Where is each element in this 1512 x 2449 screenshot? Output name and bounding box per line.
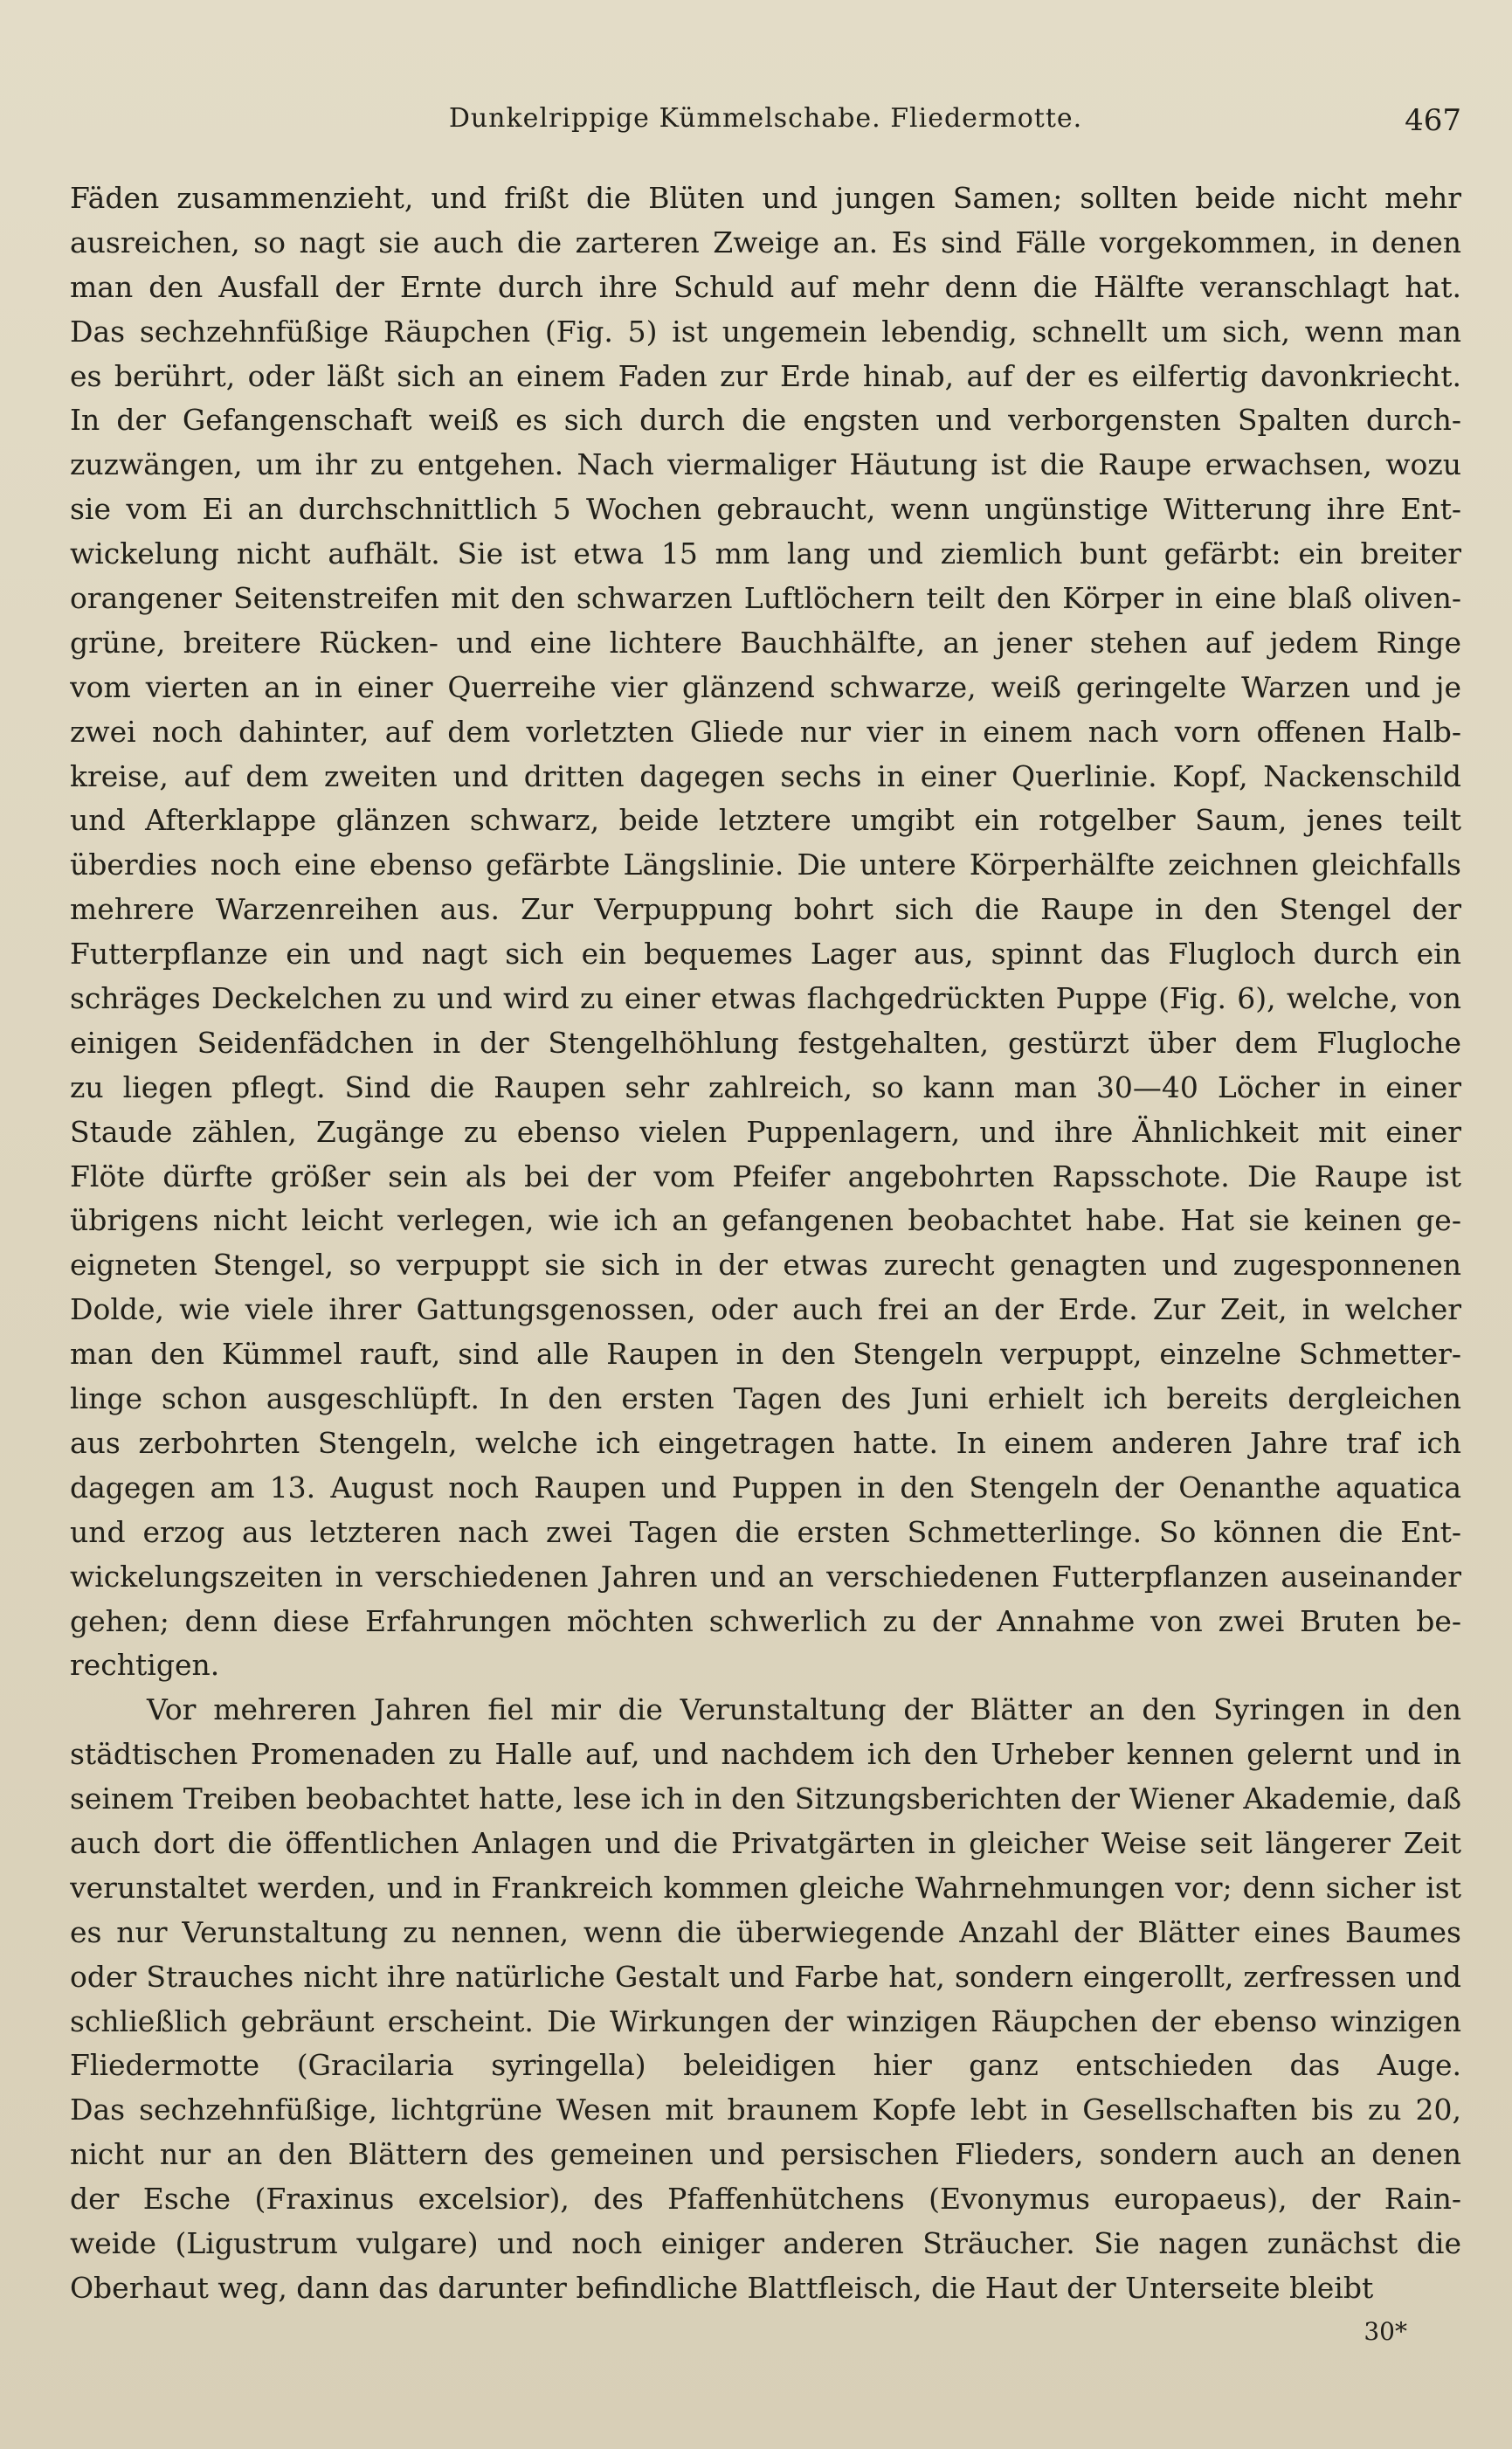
text-line: es berührt, oder läßt sich an einem Faden zur Erde hinab, auf der es eilfertig davonkriecht. [70,358,1461,393]
text-line: Flöte dürfte größer sein als bei der vom Pfeifer angebohrten Rapsschote. Die Raupe ist [70,1159,1461,1193]
text-line: schließlich gebräunt erscheint. Die Wirkungen der winzigen Räupchen der ebenso winzigen [70,2003,1461,2038]
text-line: Vor mehreren Jahren fiel mir die Verunstaltung der Blätter an den Syringen in den [147,1692,1461,1727]
paragraph [70,176,1461,1688]
text-line: rechtigen. [70,1648,220,1683]
text-line: Staude zählen, Zugänge zu ebenso vielen Puppenlagern, und ihre Ähnlichkeit mit einer [70,1114,1461,1149]
text-line: überdies noch eine ebenso gefärbte Längslinie. Die untere Körperhälfte zeichnen gleichfalls [70,847,1461,882]
text-line: Futterpflanze ein und nagt sich ein bequemes Lager aus, spinnt das Flugloch durch ein [70,937,1461,972]
text-line: Das sechzehnfüßige, lichtgrüne Wesen mit braunem Kopfe lebt in Gesellschaften bis zu 20, [70,2093,1461,2127]
text-line: nicht nur an den Blättern des gemeinen und persischen Flieders, sondern auch an denen [70,2137,1461,2172]
text-line: mehrere Warzenreihen aus. Zur Verpuppung bohrt sich die Raupe in den Stengel der [70,892,1461,927]
text-line: weide (Ligustrum vulgare) und noch einiger anderen Sträucher. Sie nagen zunächst die [70,2225,1461,2260]
text-line: auch dort die öffentlichen Anlagen und die Privatgärten in gleicher Weise seit längerer Zeit [70,1825,1461,1860]
text-line: wickelung nicht aufhält. Sie ist etwa 15 mm lang und ziemlich bunt gefärbt: ein breiter [70,536,1461,571]
text-line: zwei noch dahinter, auf dem vorletzten Gliede nur vier in einem nach vorn offenen Halb- [70,714,1461,749]
text-line: städtischen Promenaden zu Halle auf, und nachdem ich den Urheber kennen gelernt und in [70,1737,1461,1772]
running-title: Dunkelrippige Kümmelschabe. Fliedermotte. [448,103,1083,134]
text-line: sie vom Ei an durchschnittlich 5 Wochen gebraucht, wenn ungünstige Witterung ihre Ent- [70,492,1461,527]
text-line: Dolde, wie viele ihrer Gattungsgenossen, oder auch frei an der Erde. Zur Zeit, in welcher [70,1292,1461,1327]
text-line: Fäden zusammenzieht, und frißt die Blüten und jungen Samen; sollten beide nicht mehr [70,181,1461,215]
body-text [70,176,1461,2311]
text-line: grüne, breitere Rücken- und eine lichtere Bauchhälfte, an jener stehen auf jedem Ringe [70,625,1461,660]
text-line: Oberhaut weg, dann das darunter befindliche Blattfleisch, die Haut der Unterseite bleibt [70,2270,1374,2305]
text-line: orangener Seitenstreifen mit den schwarzen Luftlöchern teilt den Körper in eine blaß oliven- [70,581,1461,616]
page-number: 467 [1405,103,1461,138]
text-line: vom vierten an in einer Querreihe vier glänzend schwarze, weiß geringelte Warzen und je [70,669,1461,704]
text-line: schräges Deckelchen zu und wird zu einer etwas flachgedrückten Puppe (Fig. 6), welche, von [70,981,1461,1016]
text-line: linge schon ausgeschlüpft. In den ersten Tagen des Juni erhielt ich bereits dergleichen [70,1381,1461,1416]
text-line: es nur Verunstaltung zu nennen, wenn die überwiegende Anzahl der Blätter eines Baumes [70,1914,1461,1949]
text-line: gehen; denn diese Erfahrungen möchten schwerlich zu der Annahme von zwei Bruten be- [70,1603,1461,1638]
text-line: der Esche (Fraxinus excelsior), des Pfaffenhütchens (Evonymus europaeus), der Rain- [70,2182,1461,2217]
text-line: wickelungszeiten in verschiedenen Jahren und an verschiedenen Futterpflanzen auseinander [70,1559,1461,1594]
page-header [70,103,1461,147]
printer-signature-mark: 30* [1364,2317,1407,2346]
text-line: zuzwängen, um ihr zu entgehen. Nach viermaliger Häutung ist die Raupe erwachsen, wozu [70,447,1461,482]
text-line: In der Gefangenschaft weiß es sich durch die engsten und verborgensten Spalten durch- [70,403,1461,438]
text-line: seinem Treiben beobachtet hatte, lese ich in den Sitzungsberichten der Wiener Akademie, daß [70,1781,1461,1816]
text-line: Fliedermotte (Gracilaria syringella) beleidigen hier ganz entschieden das Auge. [70,2048,1461,2083]
text-line: verunstaltet werden, und in Frankreich kommen gleiche Wahrnehmungen vor; denn sicher ist [70,1870,1461,1905]
text-line: eigneten Stengel, so verpuppt sie sich in der etwas zurecht genagten und zugesponnenen [70,1248,1461,1283]
text-line: Das sechzehnfüßige Räupchen (Fig. 5) ist ungemein lebendig, schnellt um sich, wenn man [70,314,1461,349]
text-line: oder Strauches nicht ihre natürliche Gestalt und Farbe hat, sondern eingerollt, zerfressen und [70,1959,1461,1994]
text-line: dagegen am 13. August noch Raupen und Puppen in den Stengeln der Oenanthe aquatica [70,1470,1461,1505]
text-line: kreise, auf dem zweiten und dritten dagegen sechs in einer Querlinie. Kopf, Nackenschild [70,758,1461,793]
text-line: zu liegen pflegt. Sind die Raupen sehr zahlreich, so kann man 30—40 Löcher in einer [70,1069,1461,1104]
text-line: übrigens nicht leicht verlegen, wie ich an gefangenen beobachtet habe. Hat sie keinen ge- [70,1203,1461,1238]
text-line: aus zerbohrten Stengeln, welche ich eingetragen hatte. In einem anderen Jahre traf ich [70,1425,1461,1460]
text-line: und Afterklappe glänzen schwarz, beide letztere umgibt ein rotgelber Saum, jenes teilt [70,803,1461,838]
paragraph [70,1688,1461,2310]
text-line: man den Kümmel rauft, sind alle Raupen in den Stengeln verpuppt, einzelne Schmetter- [70,1337,1461,1372]
text-line: einigen Seidenfädchen in der Stengelhöhlung festgehalten, gestürzt über dem Flugloche [70,1025,1461,1060]
text-line: ausreichen, so nagt sie auch die zarteren Zweige an. Es sind Fälle vorgekommen, in denen [70,225,1461,259]
text-line: man den Ausfall der Ernte durch ihre Schuld auf mehr denn die Hälfte veranschlagt hat. [70,269,1461,304]
text-line: und erzog aus letzteren nach zwei Tagen die ersten Schmetterlinge. So können die Ent- [70,1514,1461,1549]
